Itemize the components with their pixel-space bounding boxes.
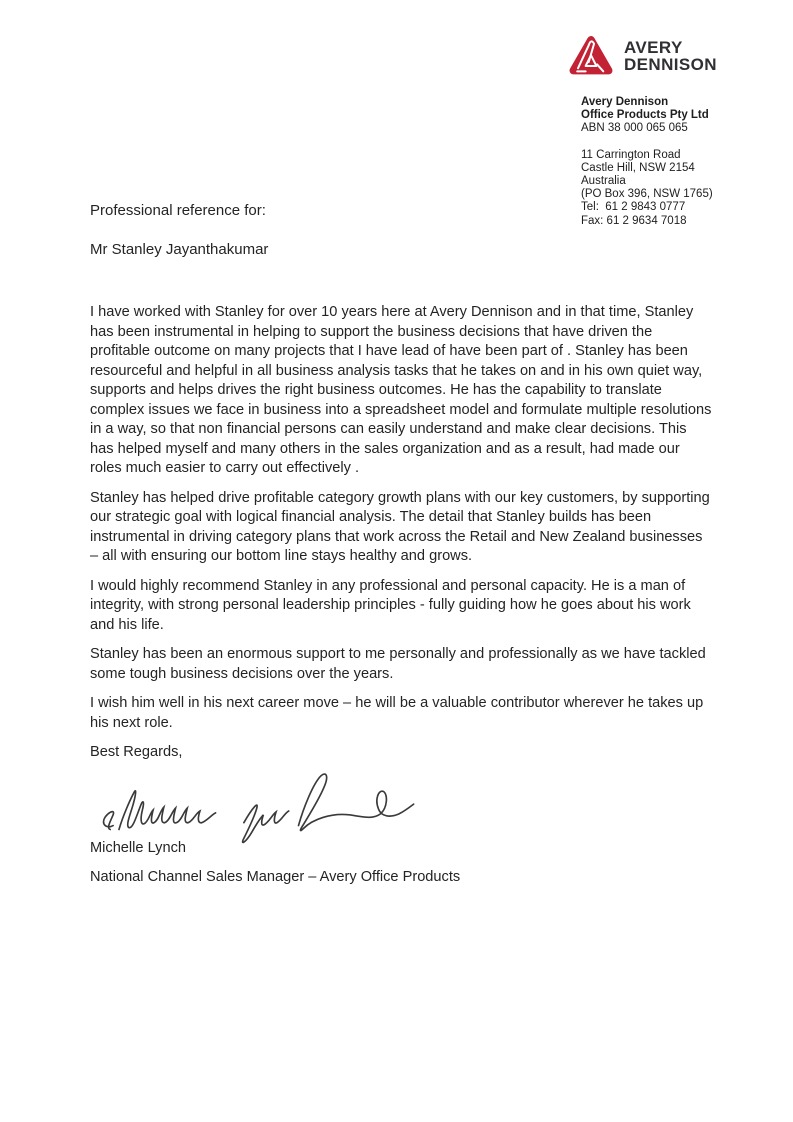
telephone-line: Tel: 61 2 9843 0777	[581, 201, 686, 214]
signer-title: National Channel Sales Manager – Avery Office Products	[90, 869, 461, 885]
fax-line: Fax: 61 2 9634 7018	[581, 214, 687, 227]
handwritten-signature-graphic	[96, 769, 421, 849]
company-name-line2: Office Products Pty Ltd	[581, 109, 709, 122]
letterhead-spacer	[581, 136, 778, 149]
brand-line-1: AVERY	[624, 38, 683, 57]
signer-name: Michelle Lynch	[90, 839, 186, 856]
paragraph-4: Stanley has been an enormous support to me personally and professionally as we have tackled some tough business decisions over the years.	[90, 646, 706, 682]
paragraph-5: I wish him well in his next career move – he will be a valuable contributor wherever he takes up his next role.	[90, 695, 704, 731]
paragraph-3: I would highly recommend Stanley in any professional and personal capacity. He is a man of integrity, with strong personal leadership principles - fully guiding how he goes about his work and his life.	[90, 577, 691, 633]
address-line-3: Australia	[581, 175, 626, 188]
valediction: Best Regards,	[90, 744, 183, 760]
address-line-1: 11 Carrington Road	[581, 148, 681, 161]
company-name-line1: Avery Dennison	[581, 96, 669, 108]
reference-label: Professional reference for:	[90, 202, 266, 219]
company-logo	[568, 28, 778, 84]
address-line-2: Castle Hill, NSW 2154	[581, 161, 695, 174]
brand-wordmark	[624, 39, 717, 73]
paragraph-2: Stanley has helped drive profitable category growth plans with our key customers, by supporting our strategic goal with logical financial analysis. The detail that Stanley builds has been instrumental in driving category plans that work across the Retail and New Zealand businesses – all with ensuring our bottom line stays healthy and grows.	[90, 489, 710, 564]
company-abn: ABN 38 000 065 065	[581, 122, 688, 135]
reference-intro	[90, 202, 268, 258]
letterhead	[568, 28, 778, 228]
letter-body	[90, 303, 712, 898]
paragraph-1: I have worked with Stanley for over 10 years here at Avery Dennison and in that time, Stanley has been instrumental in helping to support the business decisions that have driven the profitable outcome on many projects that I have lead of have been part of . Stanley has been resourceful and helpful in all business analysis tasks that he takes on and in his own quiet way, supports and helps drives the right business outcomes. He has the capability to translate complex issues we face in business into a spreadsheet model and formulate multiple resolutions in a way, so that non financial persons can easily understand and make clear decisions. This has helped myself and many others in the sales organization and as a result, had made our roles much easier to carry out effectively .	[90, 304, 712, 476]
letterhead-details	[581, 96, 778, 228]
avery-dennison-triangle-icon	[568, 28, 614, 84]
address-line-4: (PO Box 396, NSW 1765)	[581, 188, 713, 201]
brand-line-2: DENNISON	[624, 55, 717, 74]
reference-subject: Mr Stanley Jayanthakumar	[90, 241, 269, 258]
